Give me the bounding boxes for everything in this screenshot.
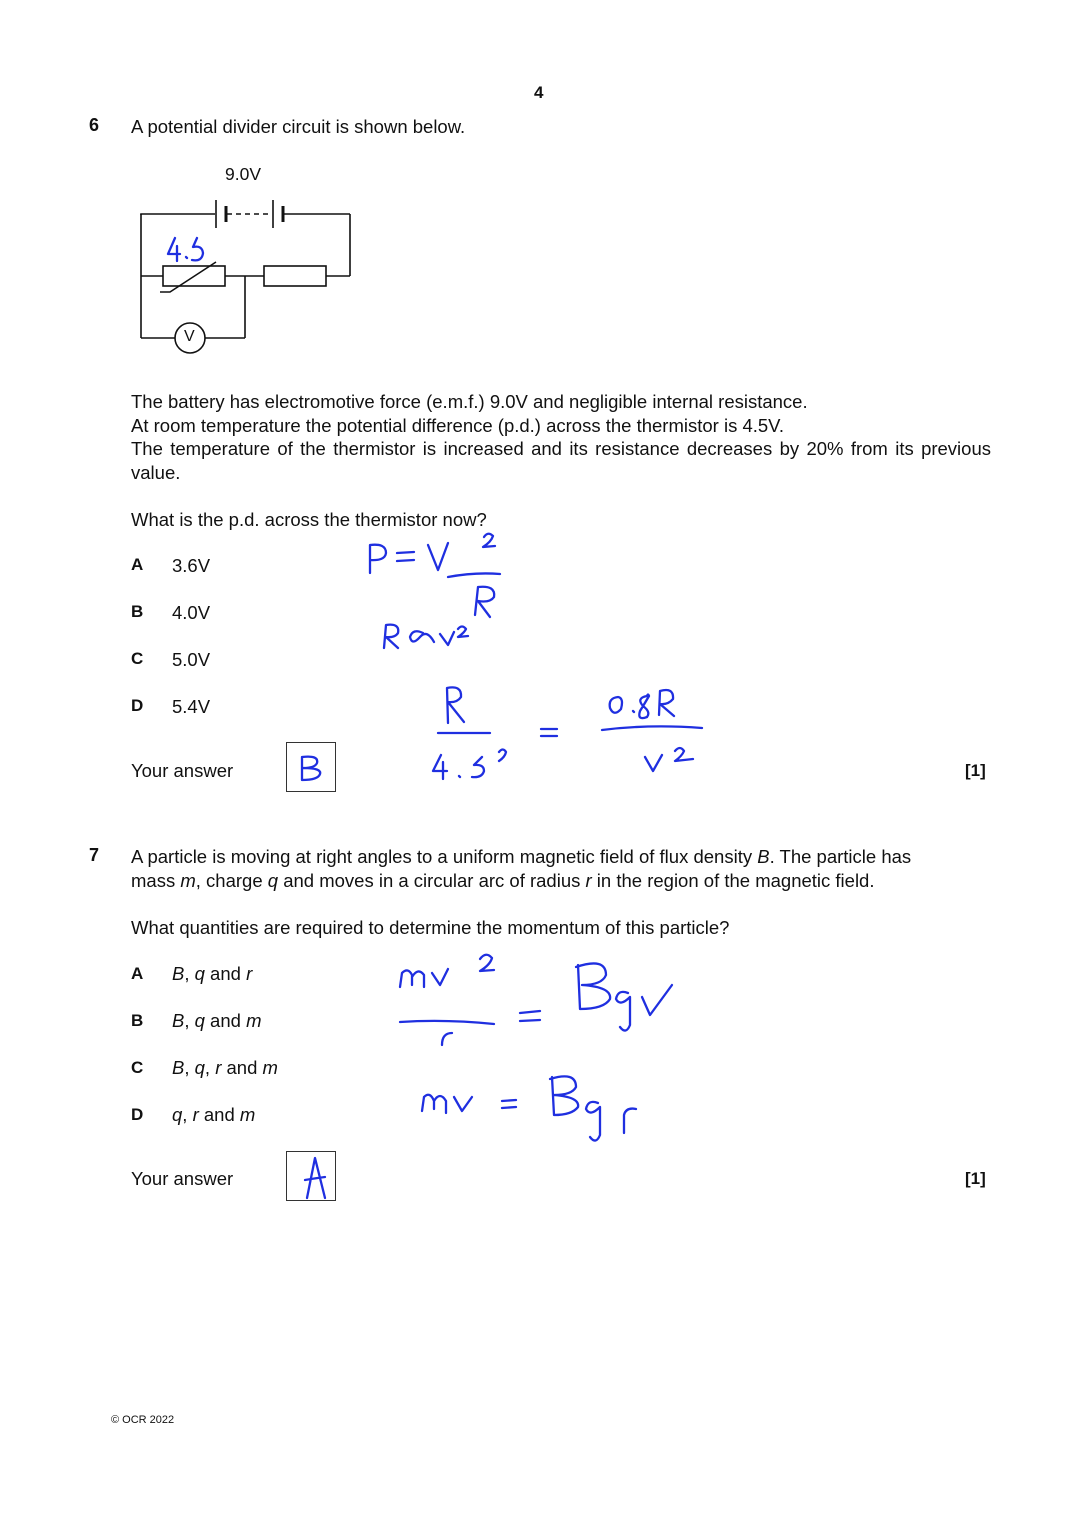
- opt-var: r: [192, 1104, 199, 1125]
- voltmeter-symbol: V: [184, 328, 195, 345]
- question-7-stem: [131, 845, 991, 892]
- q7-option-a-text: [172, 962, 252, 986]
- opt-var: q: [194, 1057, 205, 1078]
- question-6-intro: A potential divider circuit is shown below.: [131, 116, 466, 137]
- question-6-para-1: The battery has electromotive force (e.m.f.) 9.0V and negligible internal resistance.: [131, 391, 808, 412]
- opt-var: m: [246, 1010, 262, 1031]
- q7-option-b-letter: B: [131, 1011, 144, 1030]
- handwritten-note-4-5: [168, 238, 203, 261]
- opt-sep: and: [204, 1010, 247, 1031]
- circuit-diagram: [130, 158, 370, 358]
- wire-top-left: [141, 214, 215, 215]
- question-7-line-2: [131, 869, 991, 893]
- page-number: 4: [534, 83, 544, 102]
- q7-option-c-letter: C: [131, 1058, 144, 1077]
- q7-option-d-letter: D: [131, 1105, 144, 1124]
- opt-sep: and: [204, 963, 247, 984]
- q6-marks: [1]: [965, 761, 986, 780]
- q7-text-seg: and moves in a circular arc of radius: [278, 869, 586, 891]
- opt-sep: ,: [204, 1057, 216, 1078]
- opt-var: r: [246, 963, 253, 984]
- q7-text-seg: . The particle has: [769, 846, 912, 867]
- opt-var: m: [239, 1104, 256, 1125]
- question-6-number: 6: [89, 115, 100, 135]
- opt-var: q: [172, 1104, 183, 1125]
- question-6-question: What is the p.d. across the thermistor now?: [131, 509, 487, 530]
- q7-handwritten-working: [390, 945, 690, 1160]
- q7-text-seg: mass: [131, 869, 181, 891]
- opt-sep: ,: [184, 1057, 195, 1078]
- question-7-number: 7: [89, 845, 100, 865]
- resistor: [264, 266, 326, 286]
- q7-var-B: B: [757, 846, 770, 867]
- q7-your-answer-label: Your answer: [131, 1168, 234, 1189]
- q7-text-seg: A particle is moving at right angles to a uniform magnetic field of flux density: [131, 846, 758, 867]
- opt-var: B: [172, 1010, 185, 1031]
- q6-option-d-letter: D: [131, 696, 144, 715]
- question-7-line-1: [131, 845, 991, 869]
- opt-var: B: [172, 963, 185, 984]
- opt-var: q: [194, 963, 205, 984]
- opt-var: B: [172, 1057, 185, 1078]
- q7-text-seg: , charge: [195, 869, 268, 891]
- opt-sep: ,: [182, 1104, 193, 1125]
- q6-handwritten-answer: [287, 743, 337, 793]
- q7-option-b-text: [172, 1009, 262, 1033]
- q6-option-a-text: 3.6V: [172, 555, 211, 576]
- q7-var-m: m: [180, 869, 196, 891]
- q6-option-b-letter: B: [131, 602, 144, 621]
- q6-handwritten-working: [350, 525, 730, 795]
- q6-your-answer-label: Your answer: [131, 760, 234, 781]
- battery-label: 9.0V: [225, 164, 261, 184]
- q6-option-b-text: 4.0V: [172, 602, 211, 623]
- q7-var-q: q: [267, 869, 279, 891]
- q7-option-c-text: [172, 1056, 278, 1080]
- question-6-stem: [131, 390, 991, 484]
- opt-sep: ,: [184, 963, 195, 984]
- footer-copyright: © OCR 2022: [111, 1414, 175, 1426]
- q6-option-a-letter: A: [131, 555, 144, 574]
- opt-var: r: [215, 1057, 222, 1078]
- question-6-para-2: At room temperature the potential difference (p.d.) across the thermistor is 4.5V.: [131, 414, 784, 436]
- opt-sep: and: [198, 1104, 240, 1125]
- q7-handwritten-answer: [287, 1152, 337, 1202]
- opt-sep: and: [221, 1057, 263, 1078]
- q7-marks: [1]: [965, 1169, 986, 1188]
- q7-answer-box[interactable]: [286, 1151, 336, 1201]
- q6-option-c-letter: C: [131, 649, 144, 668]
- opt-var: m: [262, 1057, 278, 1078]
- q7-option-d-text: [172, 1103, 255, 1127]
- question-7-question: What quantities are required to determine the momentum of this particle?: [131, 917, 730, 938]
- q6-answer-box[interactable]: [286, 742, 336, 792]
- opt-var: q: [194, 1010, 205, 1031]
- q7-text-seg: in the region of the magnetic field.: [591, 869, 875, 891]
- q6-option-c-text: 5.0V: [172, 649, 211, 670]
- question-6-para-3: The temperature of the thermistor is increased and its resistance decreases by 20% from its previous value.: [131, 438, 991, 483]
- circuit-diagram-svg: [130, 158, 370, 358]
- opt-sep: ,: [184, 1010, 195, 1031]
- q7-option-a-letter: A: [131, 964, 144, 983]
- q6-option-d-text: 5.4V: [172, 696, 211, 717]
- q7-var-r: r: [585, 869, 592, 891]
